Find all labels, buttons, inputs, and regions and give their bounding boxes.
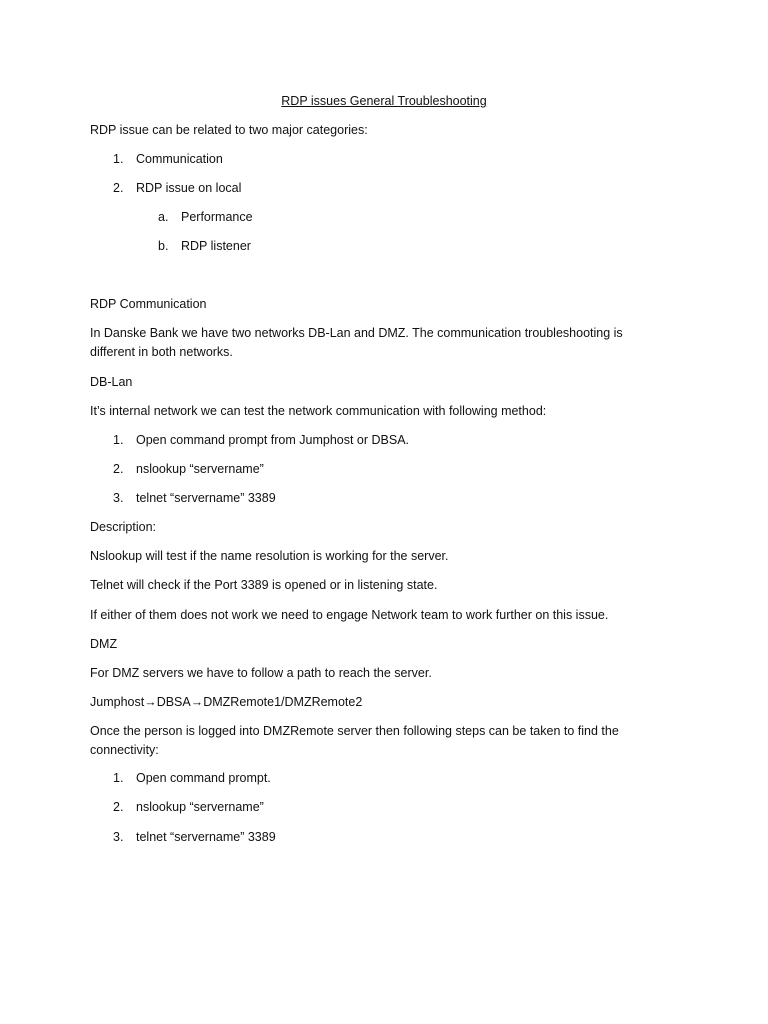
sublist-item: RDP listener	[181, 239, 251, 253]
list-item: telnet “servername” 3389	[136, 830, 276, 844]
paragraph-line: different in both networks.	[90, 345, 233, 359]
paragraph-line: Once the person is logged into DMZRemote server then following steps can be taken to find the	[90, 724, 619, 738]
list-item: Open command prompt from Jumphost or DBSA.	[136, 433, 410, 447]
list-marker: 1.	[113, 433, 124, 447]
list-item: nslookup “servername”	[136, 800, 264, 814]
sublist-marker: b.	[158, 239, 169, 253]
list-marker: 2.	[113, 462, 124, 476]
paragraph-line: connectivity:	[90, 743, 159, 757]
paragraph-line: It’s internal network we can test the network communication with following method:	[90, 404, 547, 418]
section-heading-communication: RDP Communication	[90, 297, 207, 311]
list-marker: 2.	[113, 181, 124, 195]
list-marker: 3.	[113, 830, 124, 844]
paragraph-line: In Danske Bank we have two networks DB-Lan and DMZ. The communication troubleshooting is	[90, 326, 623, 340]
list-marker: 2.	[113, 800, 124, 814]
section-heading-dblan: DB-Lan	[90, 375, 133, 389]
section-heading-dmz: DMZ	[90, 637, 118, 651]
sublist-marker: a.	[158, 210, 169, 224]
description-heading: Description:	[90, 520, 156, 534]
paragraph-line: Nslookup will test if the name resolution is working for the server.	[90, 549, 449, 563]
list-item: Communication	[136, 152, 223, 166]
path-text: Jumphost→DBSA→DMZRemote1/DMZRemote2	[90, 695, 363, 709]
list-marker: 3.	[113, 491, 124, 505]
paragraph-line: Telnet will check if the Port 3389 is opened or in listening state.	[90, 578, 438, 592]
list-item: RDP issue on local	[136, 181, 242, 195]
document-title: RDP issues General Troubleshooting	[281, 94, 487, 108]
list-marker: 1.	[113, 771, 124, 785]
list-item: Open command prompt.	[136, 771, 271, 785]
paragraph-line: For DMZ servers we have to follow a path to reach the server.	[90, 666, 432, 680]
list-item: telnet “servername” 3389	[136, 491, 276, 505]
sublist-item: Performance	[181, 210, 253, 224]
list-marker: 1.	[113, 152, 124, 166]
intro-text: RDP issue can be related to two major categories:	[90, 123, 368, 137]
list-item: nslookup “servername”	[136, 462, 264, 476]
paragraph-line: If either of them does not work we need to engage Network team to work further on this issue.	[90, 608, 609, 622]
